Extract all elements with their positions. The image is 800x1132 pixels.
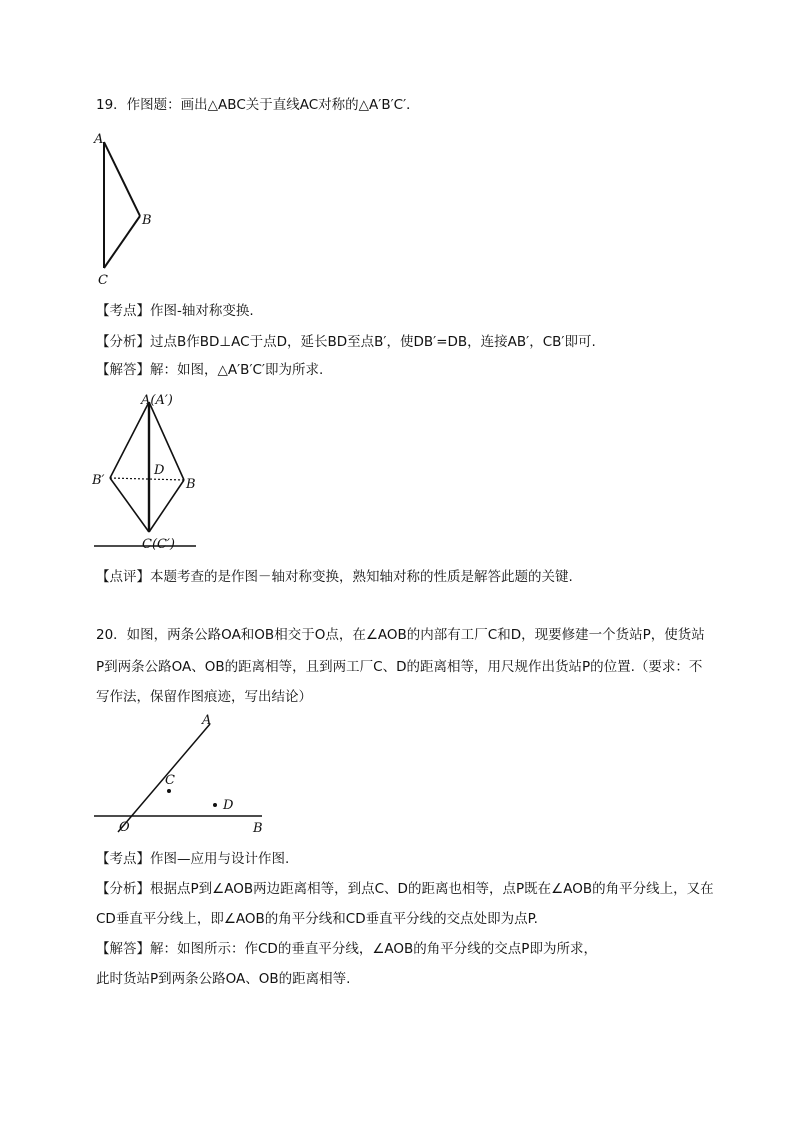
q19-title: 19．作图题：画出△ABC关于直线AC对称的△A′B′C′． <box>96 97 420 113</box>
side-bprime-c <box>110 478 149 532</box>
figure-triangle-abc <box>92 128 162 288</box>
q20-text-line3: 写作法，保留作图痕迹，写出结论） <box>96 689 312 705</box>
label-d: D <box>223 798 234 813</box>
q20-fenxi-line2: CD垂直平分线上，即∠AOB的角平分线和CD垂直平分线的交点处即为点P. <box>96 911 538 927</box>
point-d <box>213 803 217 807</box>
label-c: C <box>98 273 108 288</box>
side-a-bprime <box>110 402 149 478</box>
label-bprime: B′ <box>92 473 105 488</box>
q19-dianping: 【点评】本题考查的是作图－轴对称变换，熟知轴对称的性质是解答此题的关键. <box>96 569 573 585</box>
q19-fenxi: 【分析】过点B作BD⊥AC于点D，延长BD至点B′，使DB′=DB，连接AB′，CB′即可. <box>96 334 596 350</box>
label-b: B <box>142 213 152 228</box>
figure-rhombus-solution <box>92 388 212 554</box>
q20-text-line2: P到两条公路OA、OB的距离相等，且到两工厂C、D的距离相等，用尺规作出货站P的位置.（要求：不 <box>96 659 703 675</box>
side-ab <box>104 142 140 216</box>
q20-kaodian: 【考点】作图—应用与设计作图. <box>96 851 290 867</box>
q19-jieda: 【解答】解：如图，△A′B′C′即为所求. <box>96 362 324 378</box>
label-c: C <box>165 773 175 788</box>
label-a-aprime: A(A′) <box>141 393 173 408</box>
label-o: O <box>119 820 130 835</box>
q20-jieda-line2: 此时货站P到两条公路OA、OB的距离相等. <box>96 971 351 987</box>
label-c-cprime: C(C′) <box>142 537 175 552</box>
point-c <box>167 789 171 793</box>
side-bc <box>104 216 140 268</box>
segment-bbprime <box>110 478 184 480</box>
q20-fenxi-line1: 【分析】根据点P到∠AOB两边距离相等，到点C、D的距离也相等，点P既在∠AOB的角平分线上，又在 <box>96 881 714 897</box>
label-a: A <box>202 713 212 728</box>
q20-text-line1: 20．如图，两条公路OA和OB相交于O点，在∠AOB的内部有工厂C和D，现要修建一个货站P，使货站 <box>96 627 705 643</box>
side-b-c <box>149 480 184 532</box>
label-b: B <box>253 821 263 836</box>
label-b: B <box>186 477 196 492</box>
q20-jieda-line1: 【解答】解：如图所示：作CD的垂直平分线，∠AOB的角平分线的交点P即为所求， <box>96 941 597 957</box>
label-a: A <box>94 132 104 147</box>
label-d: D <box>154 463 165 478</box>
q19-kaodian: 【考点】作图-轴对称变换. <box>96 303 254 319</box>
figure-angle-aob <box>92 710 267 836</box>
